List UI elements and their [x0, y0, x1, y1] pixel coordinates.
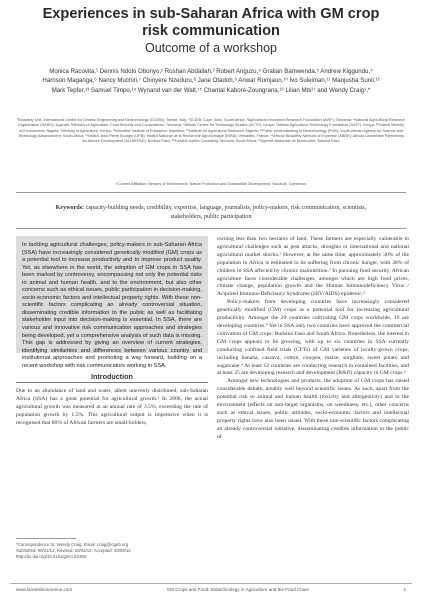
affiliations: ¹Biosafety Unit; International Centre for Genetic Engineering and Biotechnology (ICGEB); Trieste, Italy; ²ICGEB; Cape Town, South Africa; ³Agricultural Innovation Research Foundation (AIRF); Tanzania; ⁴National Agricultural Research Organisation (NARO); Uganda; ⁵Ministry of Agriculture, Food Security and Cooperatives; Tanzania; ⁶African Centre for Technology Studies (ACTS); Kenya; ⁷African Agricultural Technology Foundation (AATF); Kenya; ⁸Federal Ministry of Environment; Nigeria; ⁹Ministry of Agriculture; Kenya; ¹⁰Mauritius Institute of Education; Mauritius; ¹¹Institute for Agricultural Research; Nigeria; ¹²Public Understanding of Biotechnology (PUB); South African Agency for Science and Technology Advancement; South Africa; ¹³Institut Jean-Pierre Bourgin (IJPB); Institut National de la Recherche Agronomique (INRA); Versailles, France; ¹⁴African Biosafety Network of Expertise (ABNE); African Union/New Partnership for Africa's Development (AU-NEPAD); Burkina Faso; ¹⁵FoodNCropBio Consulting Services; South Africa; ¹⁶Agence Nationale de Biosecurité; Burkina Faso: [17, 118, 405, 144]
author-line-3: Mark Tepfer,¹³ Samuel Timpo,¹⁴ Wynand van der Walt,¹⁵ Chantal Kaboré-Zoungrana,¹⁶ Lilian Mbi¹⁷ and Wendy Craig¹,*: [51, 86, 371, 94]
keywords: [40, 204, 382, 221]
submission-dates: Submitted: 08/21/12; Revised: 10/04/12; Accepted: 10/09/12: [16, 548, 131, 553]
page-number: 1: [403, 587, 406, 592]
footer-journal: GM Crops and Food: Biotechnology in Agriculture and the Food Chain: [166, 587, 310, 592]
author-line-2: Harrison Maganga,⁶ Nancy Muchiri,⁷ Chinyere Nzeduru,⁸ Jane Otadoh,⁹ Anwar Rumjaun,¹⁰ Ivo Suleiman,¹¹ Manjusha Sunil,¹²: [42, 77, 380, 85]
correspondence: *Correspondence to: Wendy Craig; Email: craig@icgeb.org: [16, 542, 129, 547]
article-title: [10, 6, 412, 40]
footnote: [16, 542, 208, 560]
section-heading-introduction: Introduction: [91, 372, 133, 381]
abstract-box: In tackling agricultural challenges, policy-makers in sub-Saharan Africa (SSA) have increasingly considered genetically modified (GM) crops as a potential tool to increase productivity and to improve product quality. Yet, as elsewhere in the world, the adoption of GM crops in SSA has been marked by controversy, encompassing not only the potential risks to animal and human health, and to the environment, but also other concerns such as ethical issues, public participation in decision-making, socio-economic factors and intellectual property rights. With these non-scientific factors complicating an already controversial situation, disseminating credible information to the public as well as facilitating stakeholder input into decision-making is essential. In SSA, there are various and innovative risk communication approaches and strategies being developed, yet a comprehensive analysis of such data is missing. This gap is addressed by giving an overview of current strategies, identifying similarities and differences between various country and institutional approaches and promoting a way forward, building on a recent workshop with risk communicators working in SSA.: [16, 236, 208, 353]
page-footer: [16, 587, 406, 592]
paragraph: owning less than two hectares of land. These farmers are especially vulnerable to agricultural challenges such as pest attacks, droughts or international and national agricultural market shocks.² However, at the same time, approximately 30% of the population in Africa is estimated to be suffering from chronic hunger, with 38% of children in SSA affected by chronic malnutrition.³ In pursuing food security, African agriculture faces considerable challenges, amongst which are high food prices, climate change, population growth and the Human Immunodeficiency Virus / Acquired Immuno-Deficiency Syndrome (HIV/AIDS) epidemic.²: [217, 236, 409, 298]
footer-website[interactable]: www.landesbioscience.com: [16, 587, 73, 592]
current-affiliation: †Current Affiliation: Ministry of Environment, Nature Protection and Sustainable Development; Yaoundé, Cameroon: [115, 182, 307, 186]
doi-link[interactable]: http://dx.doi.org/10.4161/gmcr.22488: [16, 554, 86, 559]
author-list: [16, 67, 406, 95]
keywords-label: Keywords:: [55, 205, 85, 211]
footer-rule: [10, 583, 412, 584]
paragraph: Policy-makers from developing countries have increasingly considered genetically modified (GM) crops as a potential tool for increasing agricultural productivity. Amongst the 29 countries cultivating GM crops worldwide, 19 are developing countries.⁴ Yet in SSA only two countries have approved the commercial cultivation of GM crops: Burkina Faso and South Africa. Nonetheless, the interest in GM crops appears to be growing, with up to six countries in SSA currently conducting confined field trials (CFTs) of GM varieties of locally-grown crops, including banana, cassava, cotton, cowpea, maize, sorghum, sweet potato and sugarcane.⁴ At least 12 countries are conducting research in contained facilities, and at least 25 are developing research and development (R&D) capacity in GM crops.⁵: [217, 299, 409, 377]
introduction-text: Due to an abundance of land and water, albeit unevenly distributed, sub-Saharan Africa (SSA) has a great potential for agricultural growth.¹ In 2008, the actual agricultural growth was measured at an annual rate of 3.5%, exceeding the rate of population growth by 1.5%. This agricultural output is impressive when it is recognised that 80% of African farmers are small-holders,: [16, 388, 208, 426]
article-subtitle: Outcome of a workshop: [144, 41, 277, 55]
section-rule: [16, 382, 208, 383]
right-column: [217, 236, 409, 442]
divider-top: [16, 192, 406, 193]
keywords-text: capacity-building needs, credibility, expertise, language, journalists, policy-makers, risk communication, scientists, stakeholders, public participation: [85, 205, 367, 220]
divider-bottom: [16, 228, 406, 229]
author-line-1: Monica Racovita,¹ Dennis Ndolo Obonyo,² Roshan Abdallah,³ Robert Anguzu,⁴ Gratian Bamwenda,⁵ Andrew Kiggundu,⁴: [49, 68, 373, 75]
paragraph: Amongst new technologies and products, the adoption of GM crops has raised considerable debate, notably well beyond scientific issues. As such, apart from the potential risk to animal and human health (toxicity and allergenicity) and to the environment (effects on non-target organisms, on weediness, etc.), other concerns such as ethical issues, public attitudes, socio-economic factors and intellectual property rights have also been raised. With these non-scientific factors complicating an already controversial initiative, disseminating credible information to the public of: [217, 378, 409, 440]
title-line-2: risk communication: [142, 23, 280, 39]
footnote-rule: [16, 538, 76, 539]
title-line-1: Experiences in sub-Saharan Africa with GM crop: [42, 6, 380, 22]
